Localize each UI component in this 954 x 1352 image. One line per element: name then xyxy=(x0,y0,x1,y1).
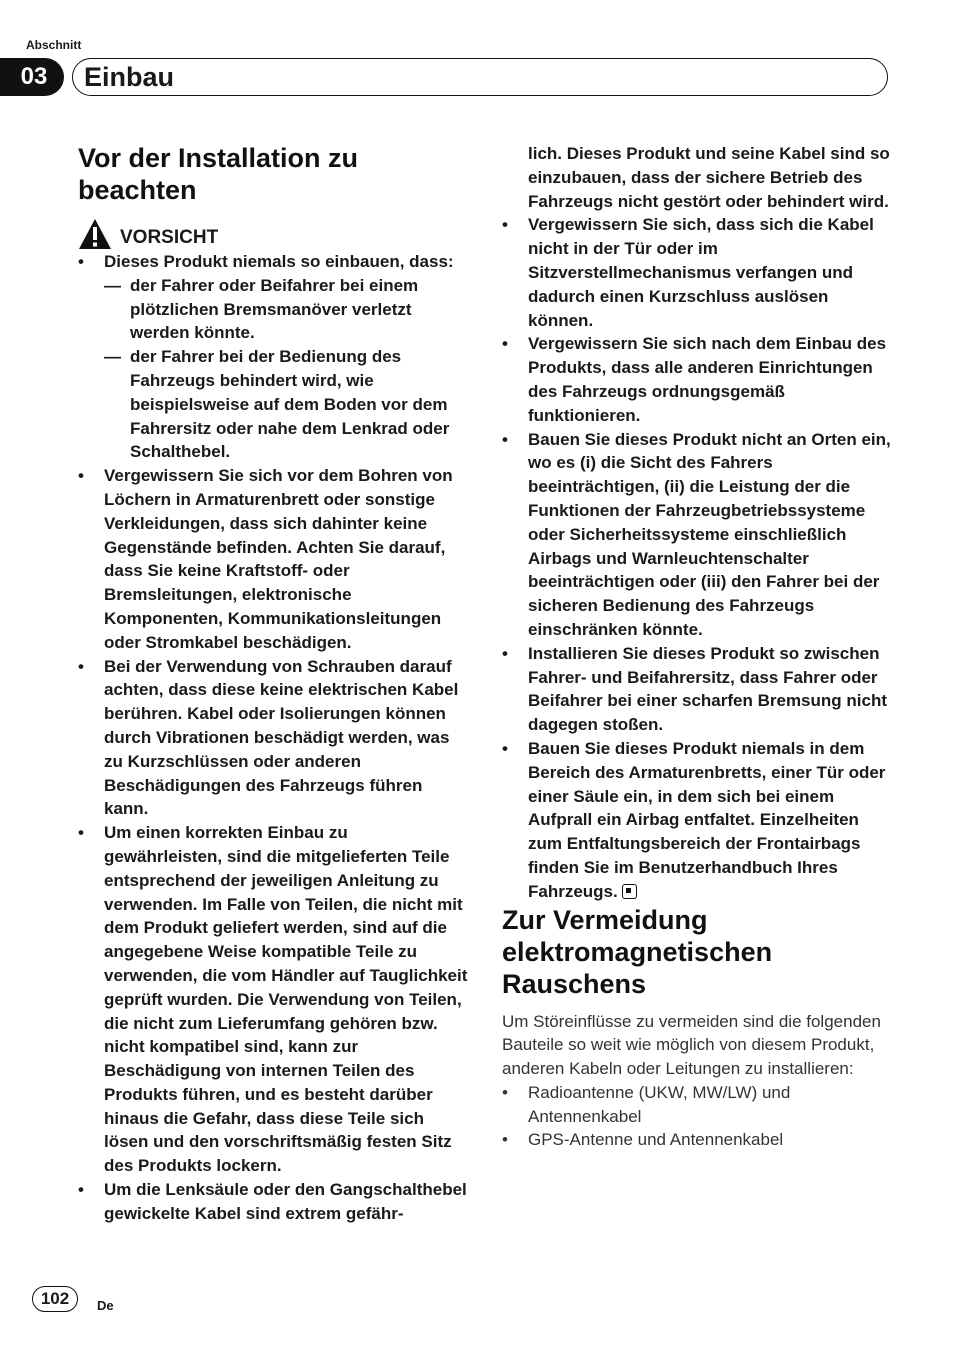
caution-list-continued xyxy=(502,213,894,903)
caution-list xyxy=(78,250,470,1226)
list-item xyxy=(78,250,470,464)
list-item: • Um die Lenksäule oder den Gangschalthebel gewickelte Kabel sind extrem gefähr- xyxy=(78,1178,470,1226)
list-item: • Vergewissern Sie sich nach dem Einbau des Produkts, dass alle anderen Einrichtungen des Fahrzeugs ordnungsgemäß funktionieren. xyxy=(502,332,894,427)
right-column xyxy=(502,142,894,1152)
installation-heading: Vor der Installation zu beachten xyxy=(78,143,359,205)
caution-header xyxy=(78,216,470,250)
section-title-bar xyxy=(72,58,888,96)
page-number: 102 xyxy=(32,1286,78,1312)
list-item: • Um einen korrekten Einbau zu gewährleisten, sind die mitgelieferten Teile entsprechend der jeweiligen Anleitung zu verwenden. Im Falle von Teilen, die nicht mit dem Produkt geliefert werden, sind auf die angegebene Weise kompatible Teile zu verwenden, die vom Händler auf Tauglichkeit geprüft wurden. Die Verwendung von Teilen, die nicht zum Lieferumfang gehören bzw. nicht kompatibel sind, kann zur Beschädigung von internen Teilen des Produkts führen, und es besteht darüber hinaus die Gefahr, dass diese Teile sich lösen und den vorschriftsmäßig festen Sitz des Produkts lockern. xyxy=(78,821,470,1178)
list-item: • GPS-Antenne und Antennenkabel xyxy=(502,1128,894,1152)
list-item: • Vergewissern Sie sich, dass sich die Kabel nicht in der Tür oder im Sitzverstellmechanismus verfangen und dadurch einen Kurzschluss auslösen können. xyxy=(502,213,894,332)
list-item-text: Bauen Sie dieses Produkt niemals in dem Bereich des Armaturenbretts, einer Tür oder einer Säule ein, in dem sich bei einem Aufprall ein Airbag entfaltet. Einzelheiten zum Entfaltungsbereich der Frontairbags finden Sie im Benutzerhandbuch Ihres Fahrzeugs. xyxy=(528,738,886,901)
list-item: • Radioantenne (UKW, MW/LW) und Antennenkabel xyxy=(502,1081,894,1129)
warning-triangle-icon xyxy=(78,218,112,250)
noise-heading: Zur Vermeidung elektromagnetischen Rauschens xyxy=(502,904,773,999)
section-title: Einbau xyxy=(84,62,175,92)
section-label: Abschnitt xyxy=(26,38,82,52)
end-of-section-icon xyxy=(622,884,637,899)
noise-list xyxy=(502,1081,894,1152)
list-item-text: Dieses Produkt niemals so einbauen, dass: xyxy=(104,252,454,271)
list-item xyxy=(502,737,894,904)
list-item: • Bei der Verwendung von Schrauben darauf achten, dass diese keine elektrischen Kabel berühren. Kabel oder Isolierungen können durch Vibrationen beschädigt werden, was zu Kurzschlüssen oder anderen Beschädigungen des Fahrzeugs führen kann. xyxy=(78,655,470,822)
language-code: De xyxy=(97,1298,114,1313)
sub-list-item: — der Fahrer oder Beifahrer bei einem plötzlichen Bremsmanöver verletzt werden könnte. xyxy=(104,274,470,345)
list-item: • Bauen Sie dieses Produkt nicht an Orten ein, wo es (i) die Sicht des Fahrers beeinträchtigen, (ii) die Leistung der die Funktionen der Fahrzeugbetriebssysteme oder Sicherheitssysteme einschließlich Airbags und Warnleuchtenschalter beeinträchtigen oder (iii) den Fahrer bei der sicheren Bedienung des Fahrzeugs einschränken könnte. xyxy=(502,428,894,642)
list-item-continuation: lich. Dieses Produkt und seine Kabel sind so einzubauen, dass der sichere Betrieb des Fahrzeugs nicht gestört oder behindert wird. xyxy=(528,144,890,211)
list-item: • Installieren Sie dieses Produkt so zwischen Fahrer- und Beifahrersitz, dass Fahrer oder Beifahrer bei einer scharfen Bremsung nicht dagegen stoßen. xyxy=(502,642,894,737)
left-column xyxy=(78,142,470,1226)
sub-list xyxy=(104,274,470,464)
sub-list-item: — der Fahrer bei der Bedienung des Fahrzeugs behindert wird, wie beispielsweise auf dem Boden vor dem Fahrersitz oder nahe dem Lenkrad oder Schalthebel. xyxy=(104,345,470,464)
list-item: • Vergewissern Sie sich vor dem Bohren von Löchern in Armaturenbrett oder sonstige Verkleidungen, dass sich dahinter keine Gegenstände befinden. Achten Sie darauf, dass Sie keine Kraftstoff- oder Bremsleitungen, elektronische Komponenten, Kommunikationsleitungen oder Stromkabel beschädigen. xyxy=(78,464,470,654)
noise-intro: Um Störeinflüsse zu vermeiden sind die folgenden Bauteile so weit wie möglich von diesem Produkt, anderen Kabeln oder Leitungen zu installieren: xyxy=(502,1011,881,1079)
caution-label: VORSICHT xyxy=(120,227,219,248)
section-number-badge: 03 xyxy=(0,58,64,96)
